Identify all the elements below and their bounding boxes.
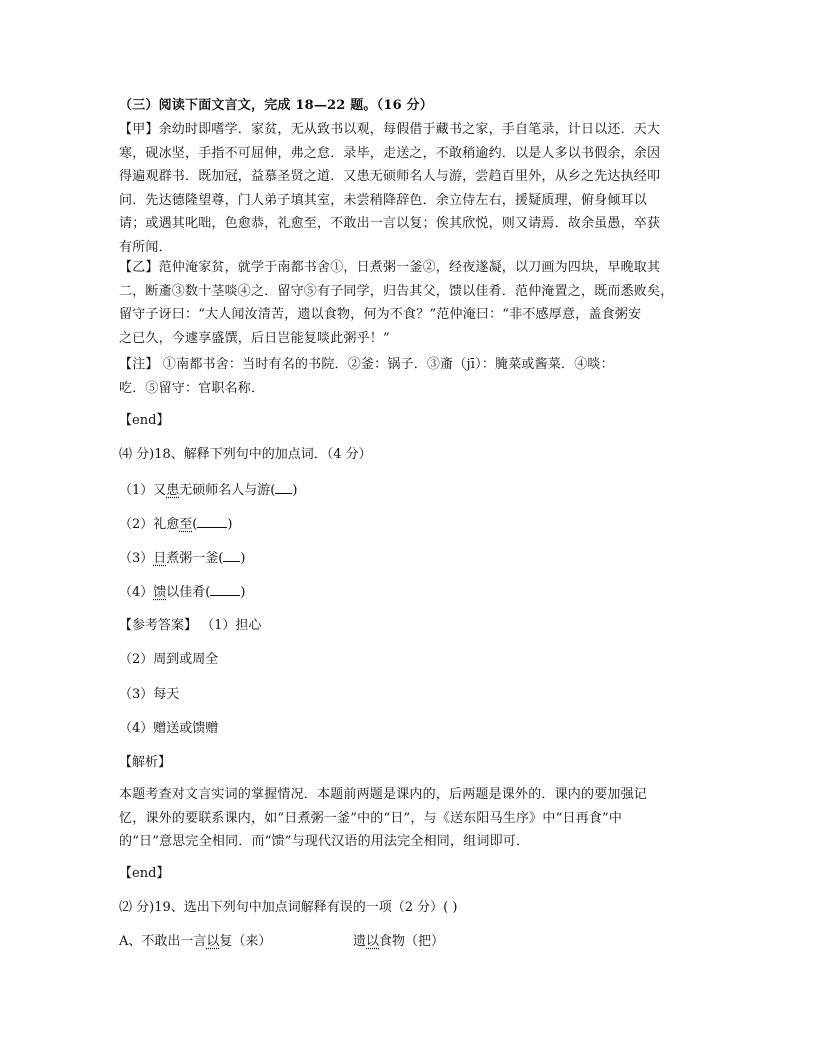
question-18-stem: ⑷ 分)18、解释下列句中的加点词．（4 分） xyxy=(119,447,372,462)
analysis-line: 本题考查对文言实词的掌握情况．本题前两题是课内的，后两题是课外的．课内的要加强记 xyxy=(119,787,648,802)
answer-item: （4）赠送或馈赠 xyxy=(119,721,219,736)
dotted-word: 以 xyxy=(206,934,220,949)
answer-blank[interactable] xyxy=(197,514,227,528)
question-19-stem: ⑵ 分)19、选出下列句中加点词解释有误的一项（2 分）( ) xyxy=(119,900,458,915)
section-title: （三）阅读下面文言文，完成 18—22 题。（16 分） xyxy=(119,98,433,113)
answer-block xyxy=(119,616,261,636)
passage-line: 有所闻． xyxy=(119,239,172,255)
passage-line: 【乙】范仲淹家贫，就学于南都书舍①，日煮粥一釜②，经夜遂凝，以刀画为四块，早晚取其 xyxy=(119,260,661,275)
dotted-word: 馈 xyxy=(153,585,167,600)
question-18-item: （3）日煮粥一釜( ) xyxy=(119,548,245,569)
answer-item: （3）每天 xyxy=(119,687,180,702)
question-19-option-a[interactable]: A、不敢出一言以复（来） xyxy=(119,934,272,949)
answer-item: （2）周到或周全 xyxy=(119,652,219,667)
analysis-label: 【解析】 xyxy=(119,755,172,770)
analysis-text xyxy=(119,783,701,854)
answer-label: 【参考答案】 xyxy=(119,618,198,633)
answer-blank[interactable] xyxy=(275,480,292,494)
end-marker: 【end】 xyxy=(119,413,170,428)
passage-line: 得遍观群书．既加冠，益慕圣贤之道．又患无硕师名人与游，尝趋百里外，从乡之先达执经叩 xyxy=(119,169,661,184)
answer-item: （1）担心 xyxy=(201,618,262,633)
dotted-word: 患 xyxy=(166,483,180,498)
passage-line: 问．先达德隆望尊，门人弟子填其室，未尝稍降辞色．余立侍左右，援疑质理，俯身倾耳以 xyxy=(119,192,648,208)
analysis-line: 的“日”意思完全相同．而“馈”与现代汉语的用法完全相同，组词即可． xyxy=(119,834,530,849)
answer-blank[interactable] xyxy=(210,582,240,596)
answer-blank[interactable] xyxy=(223,548,240,562)
passage-line: 留守子讶曰：“大人闻汝清苦，遗以食物，何为不食？”范仲淹曰：“非不感厚意，盖食粥安 xyxy=(119,307,642,322)
question-18-item: （2）礼愈至( ) xyxy=(119,514,232,535)
passage-jia xyxy=(119,118,701,259)
dotted-word: 至 xyxy=(179,517,193,532)
passage-line: 寒，砚冰坚，手指不可屈伸，弗之怠．录毕，走送之，不敢稍逾约．以是人多以书假余，余因 xyxy=(119,145,661,161)
notes-line: 【注】 ①南都书舍：当时有名的书院．②釜：锅子．③齑（jī）：腌菜或酱菜．④啖： xyxy=(119,357,614,372)
passage-line: 二，断齑③数十茎啖④之．留守⑤有子同学，归告其父，馈以佳肴．范仲淹置之，既而悉败矣， xyxy=(119,283,674,299)
passage-line: 【甲】余幼时即嗜学．家贫，无从致书以观，每假借于藏书之家，手自笔录，计日以还．天大 xyxy=(119,122,661,137)
end-marker: 【end】 xyxy=(119,866,170,881)
dotted-word: 日 xyxy=(153,551,167,566)
passage-yi xyxy=(119,256,701,350)
notes xyxy=(119,353,701,400)
question-18-item: （4）馈以佳肴( ) xyxy=(119,582,245,603)
dotted-word: 以 xyxy=(366,934,380,949)
passage-line: 请；或遇其叱咄，色愈恭，礼愈至，不敢出一言以复；俟其欣悦，则又请焉．故余虽愚，卒获 xyxy=(119,216,661,231)
notes-line: 吃．⑤留守：官职名称． xyxy=(119,380,265,396)
question-19-option-a-second[interactable]: 遗以食物（把） xyxy=(353,934,445,949)
analysis-line: 忆，课外的要联系课内，如“日煮粥一釜”中的“日”，与《送东阳马生序》中“日再食”中 xyxy=(119,810,623,826)
passage-line: 之已久，今遽享盛馔，后日岂能复啖此粥乎！” xyxy=(119,330,390,346)
question-18-item: （1）又患无硕师名人与游( ) xyxy=(119,480,297,501)
